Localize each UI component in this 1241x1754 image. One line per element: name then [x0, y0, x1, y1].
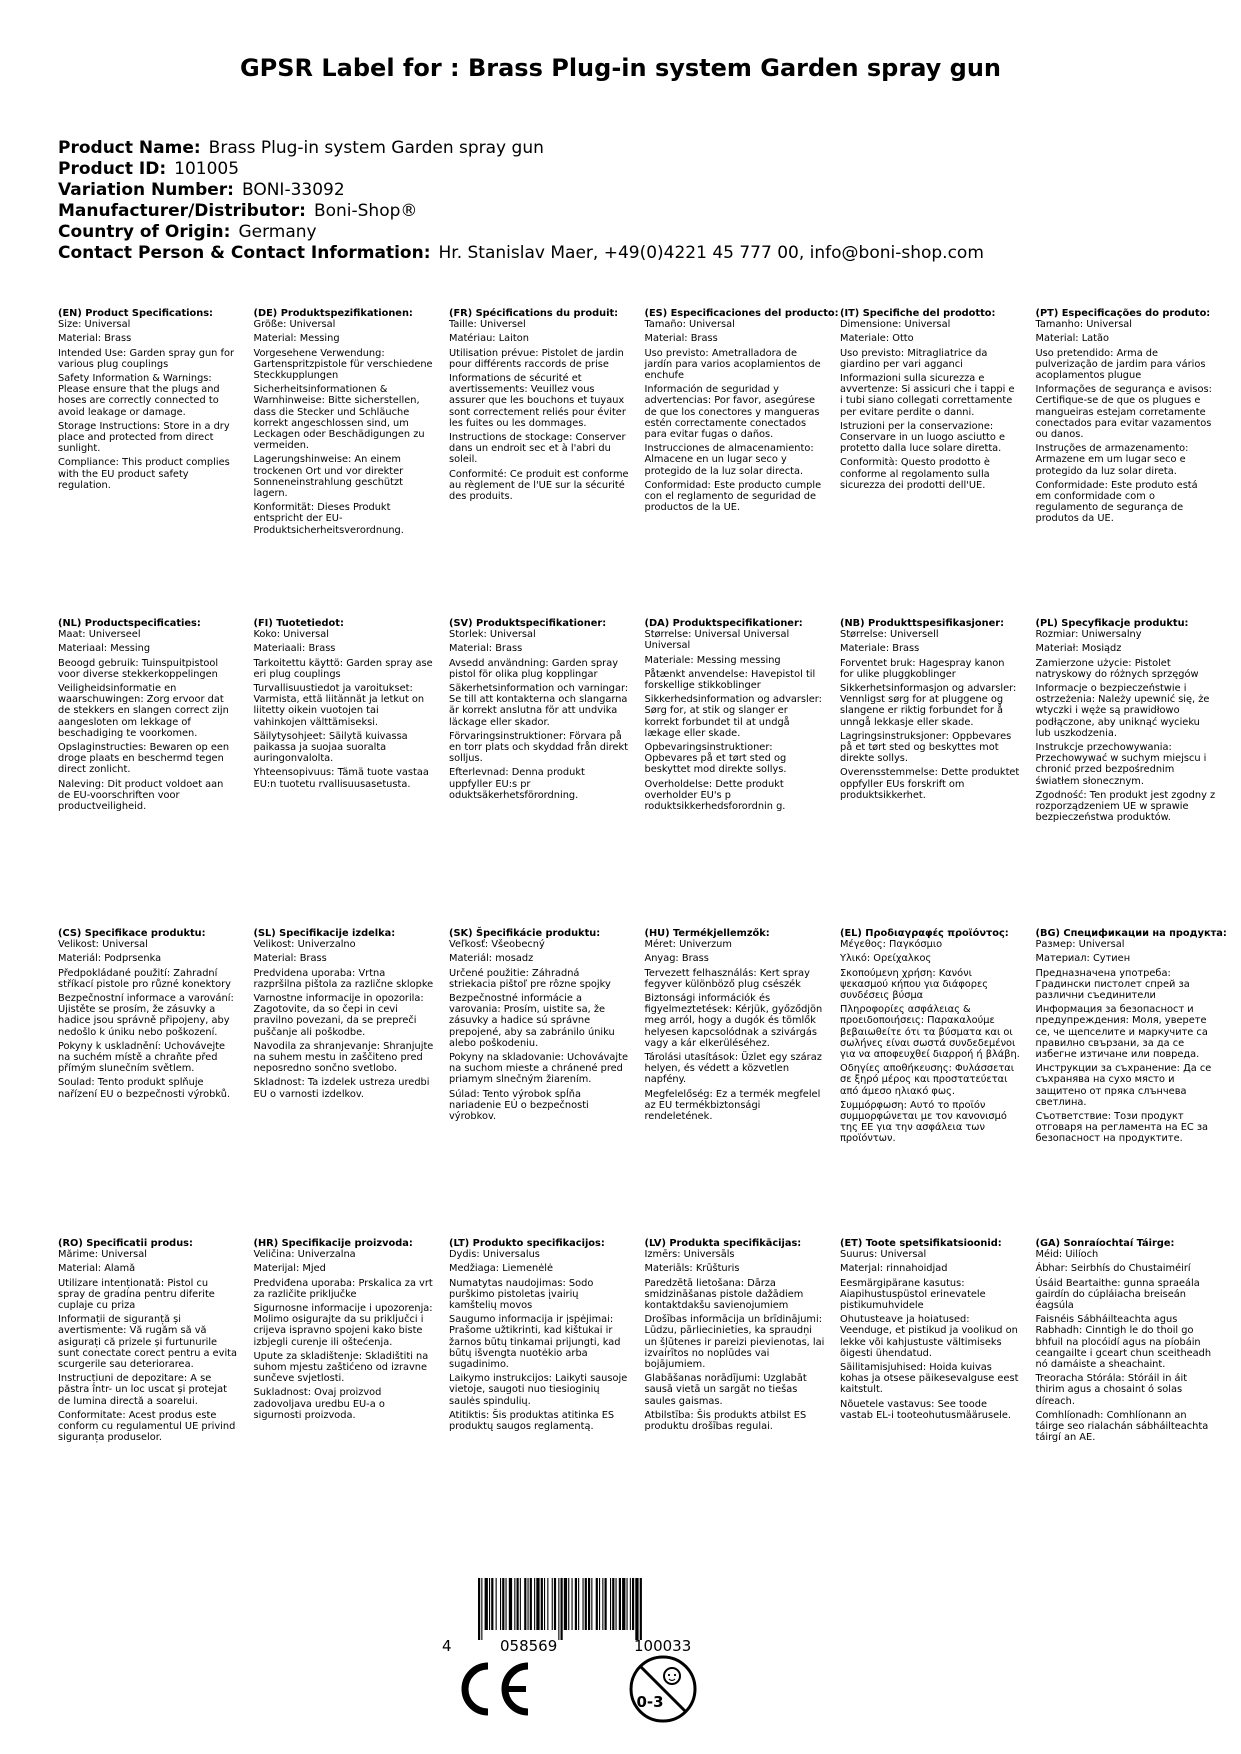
spec-line: Velikost: Universal — [58, 939, 148, 951]
info-value: BONI-33092 — [241, 180, 345, 200]
spec-header: (DE) Produktspezifikationen: — [253, 308, 413, 319]
barcode-bar — [602, 1578, 603, 1630]
info-label: Country of Origin: — [58, 222, 231, 242]
spec-line: Lagerungshinweise: An einem trockenen Ort und vor direkter Sonneneinstrahlung geschützt lagern. — [253, 454, 404, 500]
spec-line: Materiale: Messing messing — [644, 654, 781, 666]
spec-line: Taille: Universel — [449, 319, 526, 331]
spec-line: Pokyny na skladovanie: Uchovávajte na suchom mieste a chránené pred priamym slnečným žiarením. — [449, 1052, 628, 1086]
spec-line: Veiligheidsinformatie en waarschuwingen: Zorg ervoor dat de stekkers en slangen correct zijn aangesloten om lekkage of beschadiging te voorkomen. — [58, 683, 229, 739]
spec-line: Bezpečnostní informace a varování: Ujistěte se prosím, že zásuvky a hadice jsou správně připojeny, aby nedošlo k úniku nebo poškození. — [58, 993, 234, 1038]
spec-block — [449, 618, 629, 804]
age-warning-label: 0-3 — [636, 1693, 664, 1711]
spec-line: Informații de siguranță și avertismente: Vă rugăm să vă asigurați că prizele și furtunurile sunt conectate corect pentru a evita scurgerile sau deteriorarea. — [58, 1314, 238, 1371]
spec-header: (SK) Špecifikácie produktu: — [449, 928, 601, 939]
spec-line: Skladnost: Ta izdelek ustreza uredbi EU o varnosti izdelkov. — [253, 1077, 430, 1100]
spec-header: (NL) Productspecificaties: — [58, 618, 201, 629]
barcode-bar — [605, 1578, 607, 1630]
spec-header: (EL) Προδιαγραφές προϊόντος: — [840, 928, 1009, 939]
spec-line: Πληροφορίες ασφάλειας & προειδοποιήσεις: Παρακαλούμε βεβαιωθείτε ότι τα βύσματα και οι σωλήνες είναι σωστά συνδεδεμένοι για να αποφευχθεί διαρροή ή βλάβη. — [840, 1004, 1020, 1061]
spec-line: Matériau: Laiton — [449, 333, 529, 345]
spec-line: Conformidad: Este producto cumple con el reglamento de seguridad de productos de la UE. — [644, 479, 822, 514]
spec-line: Veľkosť: Všeobecný — [449, 939, 545, 951]
spec-line: Overholdelse: Dette produkt overholder EU's p roduktsikkerhedsforordnin g. — [644, 778, 786, 813]
spec-header: (NB) Produkttspesifikasjoner: — [840, 618, 1004, 629]
info-value: Brass Plug-in system Garden spray gun — [208, 138, 544, 158]
spec-header: (FI) Tuotetiedot: — [253, 618, 344, 629]
barcode-bar — [630, 1578, 631, 1630]
spec-line: Vorgesehene Verwendung: Gartenspritzpistole für verschiedene Steckkupplungen — [253, 347, 433, 382]
spec-header: (RO) Specificatii produs: — [58, 1238, 193, 1249]
barcode-bar — [491, 1578, 493, 1630]
spec-block — [645, 618, 825, 815]
spec-line: Avsedd användning: Garden spray pistol för olika plug kopplingar — [449, 657, 618, 680]
barcode-bar — [502, 1578, 504, 1630]
spec-line: Laikymo instrukcijos: Laikyti sausoje vietoje, saugoti nuo tiesioginių saulės spindulių. — [449, 1373, 628, 1407]
spec-line: Größe: Universal — [253, 319, 336, 331]
barcode-bar — [547, 1578, 548, 1630]
spec-block — [840, 1238, 1020, 1424]
barcode-bar — [520, 1578, 521, 1630]
spec-line: Maat: Universeel — [58, 629, 141, 641]
spec-line: Informations de sécurité et avertissements: Veuillez vous assurer que les bouchons et tuyaux sont correctement reliés pour éviter les fuites ou les dommages. — [449, 373, 626, 429]
spec-line: Μέγεθος: Παγκόσμιο — [840, 939, 943, 951]
spec-line: Veličina: Univerzalna — [253, 1249, 356, 1261]
spec-line: Material: Brass — [449, 643, 523, 655]
barcode-digits: 4 — [442, 1637, 452, 1655]
spec-line: Предназначена употреба: Градински пистолет спрей за различни съединители — [1035, 967, 1190, 1002]
barcode-bar — [496, 1578, 497, 1630]
spec-line: Treoracha Stórála: Stóráil in áit thirim agus a chosaint ó solas díreach. — [1035, 1373, 1188, 1407]
barcode-bar — [627, 1578, 628, 1630]
spec-header: (LT) Produkto specifikacijos: — [449, 1238, 605, 1249]
spec-block — [58, 1238, 238, 1446]
spec-line: Istruzioni per la conservazione: Conservare in un luogo asciutto e protetto dalla luce solare diretta. — [840, 420, 1006, 455]
spec-line: Instrucciones de almacenamiento: Almacene en un lugar seco y protegido de la luz solar directa. — [644, 443, 814, 477]
spec-line: Οδηγίες αποθήκευσης: Φυλάσσεται σε ξηρό μέρος και προστατεύεται από άμεσο ηλιακό φως. — [840, 1063, 1015, 1097]
spec-line: Conformidade: Este produto está em conformidade com o regulamento de segurança de produtos da UE. — [1035, 479, 1198, 525]
spec-line: Predviđena uporaba: Prskalica za vrt za različite priključke — [253, 1277, 433, 1300]
spec-line: Съответствие: Този продукт отговаря на регламента на ЕС за безопасност на продуктите. — [1035, 1111, 1209, 1145]
spec-line: Materjal: rinnahoidjad — [840, 1263, 948, 1275]
spec-line: Velikost: Univerzalno — [253, 939, 356, 951]
barcode-bar — [552, 1578, 553, 1630]
info-product-id — [58, 159, 984, 180]
info-label: Manufacturer/Distributor: — [58, 201, 306, 221]
spec-line: Instructions de stockage: Conserver dans un endroit sec et à l'abri du soleil. — [449, 432, 626, 466]
spec-block — [58, 308, 238, 494]
barcode-bar — [610, 1578, 611, 1630]
spec-line: Méret: Univerzum — [644, 939, 732, 951]
spec-line: Úsáid Beartaithe: gunna spraeála gairdín do cúpláiacha breiseán éagsúla — [1035, 1277, 1200, 1312]
spec-line: Compliance: This product complies with the EU product safety regulation. — [58, 457, 230, 491]
spec-header: (ES) Especificaciones del producto: — [644, 308, 839, 319]
spec-line: Uso pretendido: Arma de pulverização de jardim para vários acoplamentos plugue — [1035, 347, 1206, 382]
info-value: 101005 — [174, 159, 240, 179]
info-country-of-origin — [58, 222, 984, 243]
spec-header: (FR) Spécifications du produit: — [449, 308, 619, 319]
spec-line: Nõuetele vastavus: See toode vastab EL-i tooteohutusmäärusele. — [840, 1398, 1011, 1421]
barcode-bar — [596, 1578, 598, 1630]
spec-line: Instrukcje przechowywania: Przechowywać w suchym miejscu i chronić przed bezpośrednim światłem słonecznym. — [1035, 742, 1207, 787]
spec-header: (PT) Especificações do produto: — [1035, 308, 1211, 319]
spec-line: Συμμόρφωση: Αυτό το προϊόν συμμορφώνεται με τον κανονισμό της ΕΕ για την ασφάλεια των προϊόντων. — [840, 1099, 1007, 1145]
spec-header: (HR) Specifikacije proizvoda: — [253, 1238, 413, 1249]
spec-line: Informazioni sulla sicurezza e avvertenze: Si assicuri che i tappi e i tubi siano collegati correttamente per evitare perdite o danni. — [840, 373, 1015, 418]
info-label: Product Name: — [58, 138, 201, 158]
barcode-bar — [583, 1578, 584, 1630]
spec-line: Efterlevnad: Denna produkt uppfyller EU:s pr oduktsäkerhetsförordning. — [449, 767, 585, 801]
spec-line: Rozmiar: Uniwersalny — [1035, 629, 1142, 641]
barcode-bar — [568, 1578, 569, 1630]
barcode-bar — [528, 1578, 529, 1630]
spec-line: Atbilstība: Šis produkts atbilst ES produktu drošības regulai. — [644, 1409, 807, 1433]
spec-line: Material: Messing — [253, 333, 340, 345]
info-label: Variation Number: — [58, 180, 234, 200]
barcode-bar — [632, 1578, 634, 1630]
spec-header: (PL) Specyfikacje produktu: — [1035, 618, 1189, 629]
spec-line: Förvaringsinstruktioner: Förvara på en torr plats och skyddad från direkt solljus. — [449, 730, 628, 765]
spec-line: Zamierzone użycie: Pistolet natryskowy do różnych sprzęgów — [1035, 657, 1199, 680]
spec-line: Safety Information & Warnings: Please ensure that the plugs and hoses are correctly connected to avoid leakage or damage. — [58, 373, 220, 418]
spec-block — [1036, 618, 1216, 826]
spec-line: Naleving: Dit product voldoet aan de EU-voorschriften voor productveiligheid. — [58, 778, 224, 813]
spec-block — [644, 308, 839, 516]
spec-row — [58, 928, 1241, 1218]
spec-line: Dimensione: Universal — [840, 319, 951, 331]
barcode-bar — [478, 1578, 480, 1640]
barcode-bar — [575, 1578, 577, 1630]
spec-line: Sicherheitsinformationen & Warnhinweise: Bitte sicherstellen, dass die Stecker und Schläuche korrekt angeschlossen sind, um Leckagen oder Beschädigungen zu vermeiden. — [253, 384, 425, 452]
spec-line: Størrelse: Universell — [840, 629, 939, 641]
barcode-bar — [481, 1578, 482, 1640]
spec-line: Materiał: Mosiądz — [1035, 643, 1122, 655]
spec-header: (CS) Specifikace produktu: — [58, 928, 206, 939]
spec-line: Megfelelőség: Ez a termék megfelel az EU termékbiztonsági rendeletének. — [644, 1088, 821, 1123]
spec-line: Tamaño: Universal — [644, 319, 735, 331]
barcode-bar — [616, 1578, 617, 1630]
spec-line: Zgodność: Ten produkt jest zgodny z rozporządzeniem UE w sprawie bezpieczeństwa produktów. — [1035, 789, 1216, 824]
spec-block — [254, 1238, 434, 1424]
spec-line: Tarkoitettu käyttö: Garden spray ase eri plug couplings — [253, 657, 433, 680]
spec-block — [645, 1238, 825, 1435]
spec-line: Overensstemmelse: Dette produktet oppfyller EUs forskrift om produktsikkerhet. — [840, 767, 1020, 801]
spec-block — [254, 618, 434, 793]
spec-header: (BG) Спецификации на продукта: — [1035, 928, 1227, 939]
spec-line: Comhlíonadh: Comhlíonann an táirge seo rialachán sábháilteachta táirgí an AE. — [1035, 1409, 1209, 1444]
spec-line: Bezpečnostné informácie a varovania: Prosím, uistite sa, že zásuvky a hadice sú správne prepojené, aby sa zabránilo úniku alebo poškodeniu. — [449, 993, 615, 1049]
spec-line: Conformitate: Acest produs este conform cu regulamentul UE privind siguranța produselor. — [58, 1409, 236, 1444]
spec-line: Størrelse: Universal Universal Universal — [644, 629, 790, 652]
spec-line: Saugumo informacija ir įspėjimai: Prašome užtikrinti, kad kištukai ir žarnos būtų tinkamai prijungti, kad būtų išvengta nuotėkio arba sugadinimo. — [449, 1314, 621, 1371]
barcode-bar — [506, 1578, 507, 1630]
spec-line: Sikkerhetsinformasjon og advarsler: Vennligst sørg for at pluggene og slangene er riktig forbundet for å unngå lekkasje eller skade. — [840, 683, 1017, 728]
spec-block — [449, 308, 629, 505]
spec-line: Suurus: Universal — [840, 1249, 927, 1261]
spec-block — [58, 928, 238, 1103]
spec-line: Koko: Universal — [253, 629, 329, 641]
spec-line: Faisnéis Sábháilteachta agus Rabhadh: Cinntigh le do thoil go bhfuil na plocóidí agus na píobáin ceangailte i gceart chun sceitheadh nó damáiste a sheachaint. — [1035, 1314, 1212, 1371]
barcode-bar — [558, 1578, 559, 1640]
spec-line: Sikkerhedsinformation og advarsler: Sørg for, at stik og slanger er korrekt forbundet til at undgå lækage eller skade. — [644, 694, 822, 739]
spec-line: Sukladnost: Ovaj proizvod zadovoljava uredbu EU-a o sigurnosti proizvoda. — [253, 1387, 385, 1421]
spec-line: Material: Brass — [58, 333, 132, 345]
spec-line: Material: Brass — [644, 333, 718, 345]
product-info — [58, 138, 984, 264]
spec-line: Säilitamisjuhised: Hoida kuivas kohas ja otsese päikesevalguse eest kaitstult. — [840, 1362, 1019, 1396]
info-product-name — [58, 138, 984, 159]
spec-line: Σκοπούμενη χρήση: Κανόνι ψεκασμού κήπου για διάφορες συνδέσεις βύσμα — [840, 967, 989, 1002]
spec-line: Pokyny k uskladnění: Uchovávejte na suchém místě a chraňte před přímým slunečním světlem. — [58, 1040, 226, 1075]
spec-line: Intended Use: Garden spray gun for various plug couplings — [58, 347, 234, 370]
ce-mark-icon — [452, 1660, 534, 1718]
spec-line: Conformità: Questo prodotto è conforme al regolamento sulla sicurezza dei prodotti dell'UE. — [840, 457, 990, 491]
info-manufacturer — [58, 201, 984, 222]
barcode-digits: 100033 — [634, 1637, 692, 1655]
spec-line: Turvallisuustiedot ja varoitukset: Varmista, että liitännät ja letkut on liitetty oikein vuotojen tai vahinkojen välttämiseksi. — [253, 683, 425, 728]
spec-line: Konformität: Dieses Produkt entspricht der EU-Produktsicherheitsverordnung. — [253, 502, 404, 536]
spec-line: Υλικό: Ορείχαλκος — [840, 953, 932, 965]
spec-block — [840, 308, 1020, 494]
spec-line: Uso previsto: Ametralladora de jardín para varios acoplamientos de enchufe — [644, 347, 821, 382]
spec-line: Opbevaringsinstruktioner: Opbevares på et tørt sted og beskyttet mod direkte sollys. — [644, 742, 787, 776]
spec-line: Určené použitie: Záhradná striekacia pištoľ pre rôzne spojky — [449, 967, 611, 990]
info-value: Boni-Shop® — [313, 201, 418, 221]
info-label: Contact Person & Contact Information: — [58, 243, 431, 263]
barcode-bar — [622, 1578, 625, 1630]
spec-line: Instruções de armazenamento: Armazene em um lugar seco e protegido da luz solar direta. — [1035, 443, 1189, 477]
barcode-bar — [485, 1578, 488, 1630]
spec-block — [449, 928, 629, 1125]
spec-line: Medžiaga: Liemenėlė — [449, 1263, 553, 1275]
spec-line: Atitiktis: Šis produktas atitinka ES produktų saugos reglamentą. — [449, 1409, 615, 1433]
spec-header: (GA) Sonraíochtaí Táirge: — [1035, 1238, 1175, 1249]
spec-line: Materijal: Mjed — [253, 1263, 326, 1275]
spec-line: Izmērs: Universāls — [644, 1249, 735, 1261]
spec-block — [58, 618, 238, 815]
barcode-bar — [612, 1578, 614, 1630]
spec-line: Předpokládané použití: Zahradní stříkací pistole pro různé konektory — [58, 967, 231, 990]
spec-line: Материал: Сутиен — [1035, 953, 1131, 965]
spec-line: Glabāšanas norādījumi: Uzglabāt sausā vietā un sargāt no tiešas saules gaismas. — [644, 1373, 807, 1407]
spec-header: (SV) Produktspecifikationer: — [449, 618, 607, 629]
spec-line: Información de seguridad y advertencias: Por favor, asegúrese de que los conectores y mangueras estén correctamente conectados para evitar fugas o daños. — [644, 384, 820, 441]
spec-line: Anyag: Brass — [644, 953, 709, 965]
spec-header: (IT) Specifiche del prodotto: — [840, 308, 996, 319]
spec-block — [1036, 308, 1216, 528]
barcode-bar — [585, 1578, 587, 1630]
spec-line: Informações de segurança e avisos: Certifique-se de que os plugues e mangueiras estejam corretamente conectados para evitar vazamentos ou danos. — [1035, 384, 1212, 441]
barcode-bar — [564, 1578, 567, 1630]
spec-row — [58, 308, 1241, 598]
spec-block — [254, 308, 434, 539]
spec-line: Súlad: Tento výrobok spĺňa nariadenie EÚ o bezpečnosti výrobkov. — [449, 1088, 589, 1123]
spec-header: (EN) Product Specifications: — [58, 308, 213, 319]
spec-line: Tervezett felhasználás: Kert spray fegyver különböző plug csészék — [644, 967, 810, 990]
spec-line: Paredzētā lietošana: Dārza smidzināšanas pistole dažādiem kontaktdakšu savienojumiem — [644, 1277, 804, 1312]
barcode-bar — [489, 1578, 490, 1630]
spec-line: Tárolási utasítások: Üzlet egy száraz helyen, és védett a közvetlen napfény. — [644, 1052, 822, 1086]
barcode-bar — [500, 1578, 501, 1630]
spec-line: Dydis: Universalus — [449, 1249, 540, 1261]
spec-block — [840, 618, 1020, 804]
spec-header: (SL) Specifikacije izdelka: — [253, 928, 396, 939]
spec-line: Instrucțiuni de depozitare: A se păstra într- un loc uscat și protejat de lumina directă a soarelui. — [58, 1373, 227, 1407]
barcode-bar — [578, 1578, 579, 1630]
spec-line: Sigurnosne informacije i upozorenja: Molimo osigurajte da su priključci i crijeva ispravno spojeni kako biste izbjegli curenje ili oštećenja. — [253, 1303, 433, 1348]
info-value: Germany — [238, 222, 317, 242]
spec-line: Utilisation prévue: Pistolet de jardin pour différents raccords de prise — [449, 347, 624, 370]
spec-line: Size: Universal — [58, 319, 131, 331]
spec-line: Påtænkt anvendelse: Havepistol til forskellige stikkoblinger — [644, 668, 816, 692]
spec-block — [840, 928, 1020, 1148]
barcode-bar — [635, 1578, 638, 1640]
info-label: Product ID: — [58, 159, 167, 179]
spec-line: Utilizare intenționată: Pistol cu spray de gradina pentru diferite cuplaje cu priza — [58, 1277, 215, 1312]
barcode-bar — [509, 1578, 512, 1630]
spec-block — [254, 928, 434, 1103]
spec-block — [645, 928, 825, 1125]
spec-line: Tamanho: Universal — [1035, 319, 1133, 331]
spec-line: Material: Latão — [1035, 333, 1110, 345]
spec-line: Material: Brass — [253, 953, 327, 965]
barcode-bar — [591, 1578, 592, 1630]
barcode-bar — [530, 1578, 532, 1630]
spec-block — [449, 1238, 629, 1435]
spec-line: Navodila za shranjevanje: Shranjujte na suhem mestu in zaščiteno pred neposredno sončno svetlobo. — [253, 1040, 434, 1075]
spec-header: (HU) Termékjellemzők: — [644, 928, 770, 939]
page-title: GPSR Label for : Brass Plug-in system Garden spray gun — [239, 54, 1002, 82]
barcode-bar — [640, 1578, 642, 1640]
spec-line: Materiál: Podprsenka — [58, 953, 162, 965]
spec-line: Soulad: Tento produkt splňuje nařízení EU o bezpečnosti výrobků. — [58, 1077, 231, 1100]
spec-block — [1035, 928, 1227, 1148]
spec-line: Storage Instructions: Store in a dry place and protected from direct sunlight. — [58, 420, 230, 455]
barcode-bar — [534, 1578, 535, 1630]
barcode-bar — [544, 1578, 545, 1630]
spec-line: Säkerhetsinformation och varningar: Se till att kontakterna och slangarna är korrekt anslutna för att undvika läckage eller skador. — [449, 683, 629, 728]
spec-line: Lagringsinstruksjoner: Oppbevares på et tørt sted og beskyttes mot direkte sollys. — [840, 730, 1012, 765]
spec-line: Drošības informācija un brīdinājumi: Lūdzu, pārliecinieties, ka spraudņi un šļūtenes ir pareizi pievienotas, lai izvairītos no noplūdes vai bojājumiem. — [644, 1314, 825, 1371]
barcode-bar — [619, 1578, 621, 1630]
spec-line: Varnostne informacije in opozorila: Zagotovite, da so čepi in cevi pravilno povezani, da se prepreči puščanje ali poškodbe. — [253, 993, 424, 1038]
spec-line: Инструкции за съхранение: Да се съхранява на сухо място и защитено от пряка слънчева светлина. — [1035, 1063, 1212, 1108]
spec-line: Materiaal: Messing — [58, 643, 151, 655]
spec-line: Storlek: Universal — [449, 629, 536, 641]
info-value: Hr. Stanislav Maer, +49(0)4221 45 777 00, info@boni-shop.com — [438, 243, 984, 263]
spec-line: Informacje o bezpieczeństwie i ostrzeżenia: Należy upewnić się, że wtyczki i węże są prawidłowo podłączone, aby uniknąć wycieku lub uszkodzenia. — [1035, 683, 1210, 739]
spec-line: Biztonsági információk és figyelmeztetések: Kérjük, győződjön meg arról, hogy a dugók és tömlők helyesen kapcsolódnak a szivárgás vagy a kár elkerüléséhez. — [644, 993, 823, 1049]
spec-header: (DA) Produktspecifikationer: — [644, 618, 803, 629]
spec-line: Conformité: Ce produit est conforme au règlement de l'UE sur la sécurité des produits. — [449, 468, 629, 503]
barcode-digits: 058569 — [500, 1637, 558, 1655]
barcode-bar — [554, 1578, 556, 1630]
spec-line: Material: Alamă — [58, 1263, 136, 1275]
spec-row — [58, 618, 1241, 908]
spec-line: Uso previsto: Mitragliatrice da giardino per vari agganci — [840, 347, 988, 370]
barcode-bar — [514, 1578, 515, 1630]
spec-line: Materiāls: Krūšturis — [644, 1263, 740, 1275]
info-contact — [58, 243, 984, 264]
spec-line: Beoogd gebruik: Tuinspuitpistool voor diverse stekkerkoppelingen — [58, 657, 219, 680]
spec-header: (LV) Produkta specifikācijas: — [644, 1238, 802, 1249]
spec-header: (ET) Toote spetsifikatsioonid: — [840, 1238, 1002, 1249]
spec-line: Méid: Uilíoch — [1035, 1249, 1099, 1261]
age-warning-icon — [628, 1654, 698, 1724]
barcode — [438, 1578, 728, 1658]
spec-line: Materiál: mosadz — [449, 953, 534, 965]
spec-line: Predvidena uporaba: Vrtna razpršilna pištola za različne sklopke — [253, 967, 434, 990]
barcode-bar — [517, 1578, 519, 1630]
spec-line: Forventet bruk: Hagespray kanon for ulike pluggkoblinger — [840, 657, 1005, 680]
spec-row — [58, 1238, 1241, 1528]
spec-line: Информация за безопасност и предупреждения: Моля, уверете се, че щепселите и маркучите са правилно свързани, за да се избегне изтичане или повреда. — [1035, 1004, 1208, 1061]
spec-line: Opslaginstructies: Bewaren op een droge plaats en beschermd tegen direct zonlicht. — [58, 742, 230, 776]
barcode-bar — [588, 1578, 590, 1630]
spec-block — [1036, 1238, 1216, 1446]
spec-line: Materiale: Otto — [840, 333, 914, 345]
barcode-bar — [561, 1578, 563, 1640]
spec-line: Ábhar: Seirbhís do Chustaiméirí — [1035, 1263, 1191, 1275]
spec-line: Yhteensopivuus: Tämä tuote vastaa EU:n tuotetu rvallisuusasetusta. — [253, 767, 429, 790]
spec-line: Размер: Universal — [1035, 939, 1125, 951]
spec-line: Eesmärgipärane kasutus: Aiapihustuspüstol erinevatele pistikumuhvidele — [840, 1277, 986, 1312]
barcode-bar — [599, 1578, 600, 1630]
spec-line: Säilytysohjeet: Säilytä kuivassa paikassa ja suojaa suoralta auringonvalolta. — [253, 730, 408, 765]
spec-line: Mărime: Universal — [58, 1249, 147, 1261]
barcode-bar — [541, 1578, 543, 1630]
barcode-bar — [536, 1578, 539, 1630]
barcode-bar — [572, 1578, 573, 1630]
spec-line: Ohutusteave ja hoiatused: Veenduge, et pistikud ja voolikud on lekke või kahjustuste vältimiseks õigesti ühendatud. — [840, 1314, 1018, 1359]
spec-line: Upute za skladištenje: Skladištiti na suhom mjestu zaštićeno od izravne sunčeve svjetlosti. — [253, 1350, 429, 1385]
barcode-bar — [524, 1578, 526, 1630]
spec-line: Materiale: Brass — [840, 643, 920, 655]
spec-line: Materiaali: Brass — [253, 643, 336, 655]
spec-line: Numatytas naudojimas: Sodo purškimo pistoletas įvairių kamštelių movos — [449, 1277, 594, 1312]
info-variation-number — [58, 180, 984, 201]
